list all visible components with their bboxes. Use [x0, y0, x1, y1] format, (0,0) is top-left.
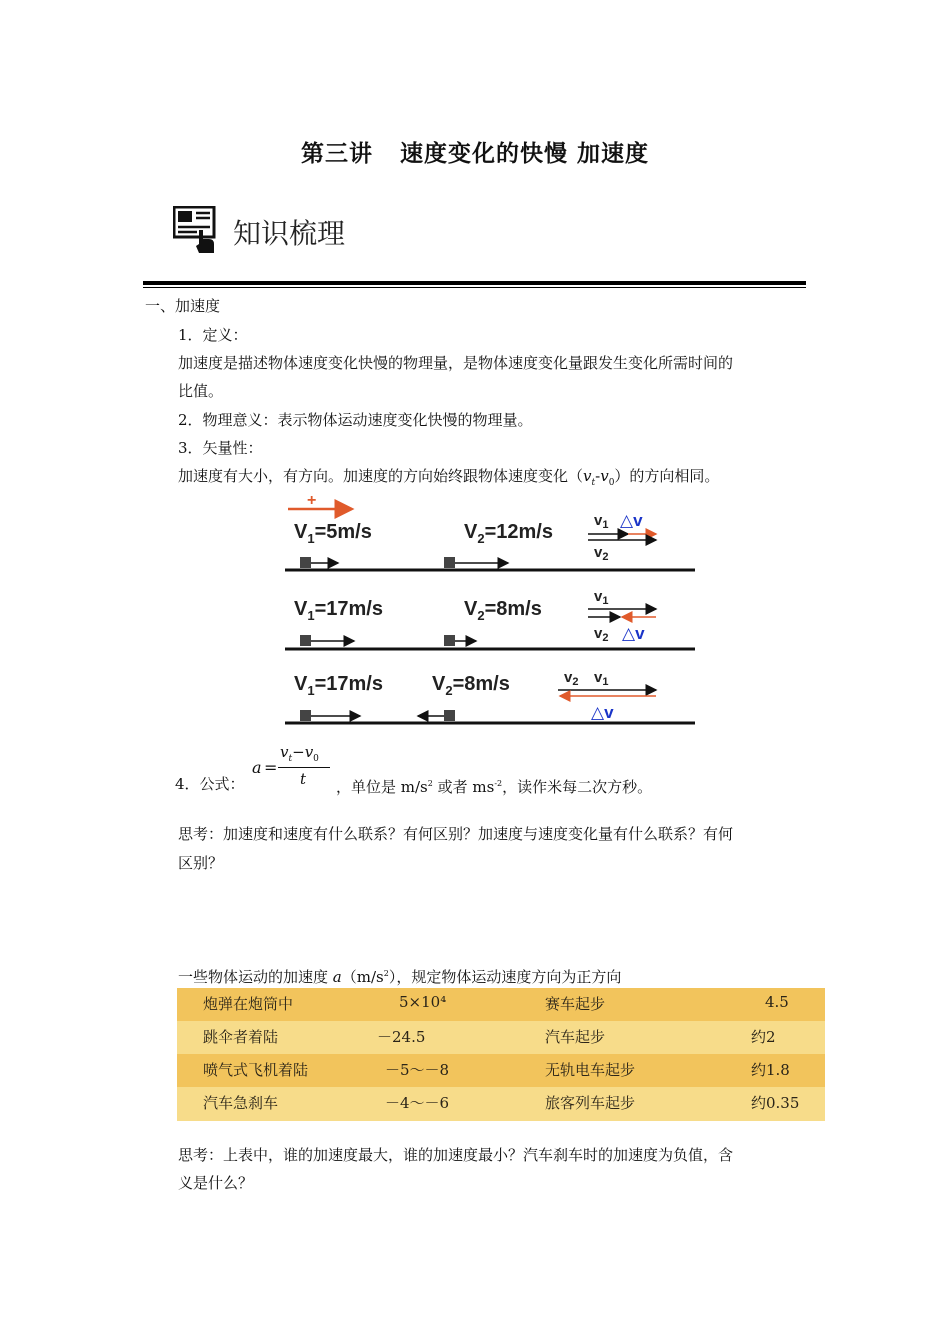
row3-v2-label: $V_2=8m/s$: [432, 673, 510, 698]
think-question-2-line-1: 思考：上表中，谁的加速度最大，谁的加速度最小？汽车刹车时的加速度为负值，含: [178, 1146, 734, 1164]
think-question-1-line-1: 思考：加速度和速度有什么联系？有何区别？加速度与速度变化量有什么联系？有何: [178, 825, 734, 843]
vector-title: 3．矢量性：: [178, 439, 263, 457]
plus-sign: +: [307, 494, 317, 509]
divider-thick: [143, 281, 806, 285]
row1-v1-label: $V_1=5m/s$: [294, 521, 372, 546]
row2-object-2: [444, 635, 455, 646]
row2-delta-v: △v: [622, 624, 645, 643]
row3-delta-v: △v: [591, 703, 614, 722]
table-row: 炮弹在炮筒中 5×10⁴ 赛车起步 4.5: [177, 988, 825, 1021]
acceleration-formula: a = $v_t-v_0$ t: [252, 742, 332, 792]
row3-v1-label: $V_1=17m/s$: [294, 673, 383, 698]
section-label: 知识梳理: [233, 217, 346, 250]
formula-label: 4．公式：: [175, 775, 245, 793]
row1-vec-v2: $v_2$: [594, 544, 609, 563]
table-row: 汽车急刹车 －4～－6 旅客列车起步 约0.35: [177, 1087, 825, 1121]
unit-description: ，单位是 $m/s^2$ 或者 $ms^{-2}$，读作米每二次方秒。: [336, 778, 653, 796]
divider-thin: [143, 287, 806, 288]
row3-object-2: [444, 710, 455, 721]
row2-v2-label: $V_2=8m/s$: [464, 598, 542, 623]
heading-acceleration: 一、加速度: [145, 297, 221, 315]
row1-vec-v1: $v_1$: [594, 512, 609, 531]
think-question-1-line-2: 区别？: [178, 854, 224, 872]
row3-vec-v2: $v_2$: [564, 669, 579, 688]
row3-vec-v1: $v_1$: [594, 669, 609, 688]
row2-object-1: [300, 635, 311, 646]
definition-line-1: 加速度是描述物体速度变化快慢的物理量，是物体速度变化量跟发生变化所需时间的: [178, 354, 734, 372]
row1-delta-v: △v: [620, 511, 643, 530]
definition-title: 1．定义：: [178, 326, 248, 344]
vector-description: 加速度有大小，有方向。加速度的方向始终跟物体速度变化$(v_t-v_0)$的方向相同。: [178, 467, 720, 488]
table-caption: 一些物体运动的加速度 $a(m/s^2)$，规定物体运动速度方向为正方向: [178, 968, 622, 986]
acceleration-table: [177, 988, 825, 1121]
page-title: 第三讲 速度变化的快慢 加速度: [300, 141, 650, 167]
row1-object-2: [444, 557, 455, 568]
row1-v2-label: $V_2=12m/s$: [464, 521, 553, 546]
row1-object-1: [300, 557, 311, 568]
velocity-change-diagram: [282, 494, 698, 728]
table-row: 跳伞者着陆 －24.5 汽车起步 约2: [177, 1021, 825, 1054]
row3-object-1: [300, 710, 311, 721]
row2-vec-v2: $v_2$: [594, 625, 609, 644]
row2-vec-v1: $v_1$: [594, 588, 609, 607]
physical-meaning: 2．物理意义：表示物体运动速度变化快慢的物理量。: [178, 411, 533, 429]
row2-v1-label: $V_1=17m/s$: [294, 598, 383, 623]
definition-line-2: 比值。: [178, 382, 224, 400]
notebook-pointer-icon: [173, 206, 219, 254]
table-row: 喷气式飞机着陆 －5～－8 无轨电车起步 约1.8: [177, 1054, 825, 1087]
think-question-2-line-2: 义是什么？: [178, 1174, 254, 1192]
